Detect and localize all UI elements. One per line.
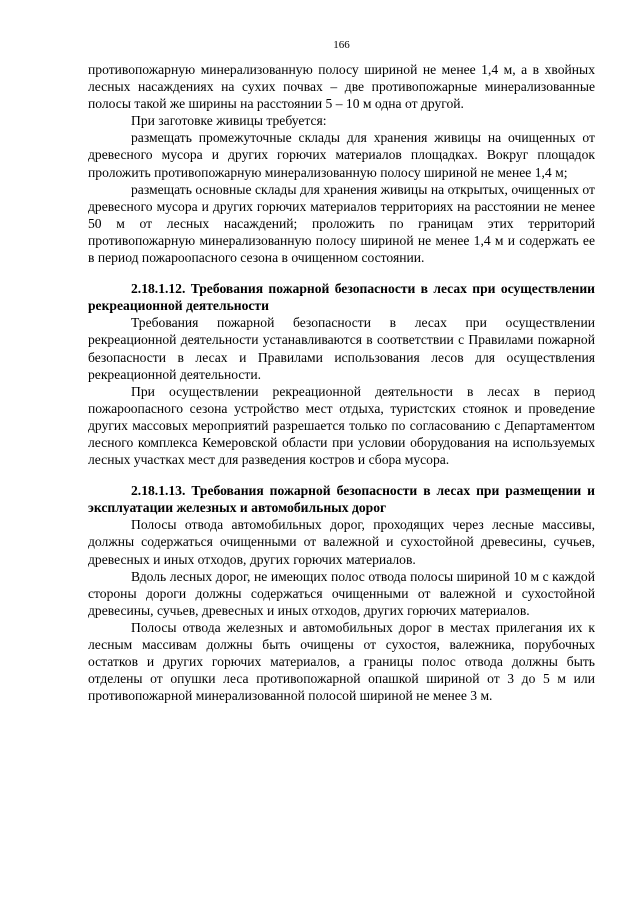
page-number: 166 bbox=[333, 39, 350, 51]
paragraph-intermediate-storage: размещать промежуточные склады для хранения живицы на очищенных от древесного мусора и других горючих материалов площадках. Вокруг площадок проложить противопожарную минерализованную полосу шириной не менее 1,4 м; bbox=[88, 130, 595, 180]
paragraph-continuation: противопожарную минерализованную полосу шириной не менее 1,4 м, а в хвойных лесных насаждениях на сухих почвах – две противопожарные минерализованные полосы такой же ширины на расстоянии 5 – 10 м одна от другой. bbox=[88, 62, 595, 112]
document-page bbox=[88, 38, 595, 704]
paragraph-main-storage: размещать основные склады для хранения живицы на открытых, очищенных от древесного мусора и других горючих материалов территориях на расстоянии не менее 50 м от лесных насаждений; проложить по границам этих территорий противопожарную минерализованную полосу шириной не менее 1,4 м и содержать ее в период пожароопасного сезона в очищенном состоянии. bbox=[88, 181, 595, 266]
section-heading-roads bbox=[88, 482, 595, 516]
paragraph-resin-intro: При заготовке живицы требуется: bbox=[131, 113, 327, 129]
paragraph-recreation-season: При осуществлении рекреационной деятельности в лесах в период пожароопасного сезона устройство мест отдыха, туристских стоянок и проведение других массовых мероприятий разрешается только по согласованию с Департаментом лесного комплекса Кемеровской области при условии оборудования на используемых лесных участках мест для разведения костров и сбора мусора. bbox=[88, 383, 595, 468]
paragraph-forest-roads: Вдоль лесных дорог, не имеющих полос отвода полосы шириной 10 м с каждой стороны дороги должны содержаться очищенными от валежной и сухостойной древесины, сучьев, древесных и иных отходов, других горючих материалов. bbox=[88, 568, 595, 618]
section-number: 2.18.1.13. bbox=[131, 483, 186, 499]
section-heading-recreation bbox=[88, 280, 595, 314]
paragraph-rail-road-strips: Полосы отвода железных и автомобильных дорог в местах прилегания их к лесным массивам должны быть очищены от сухостоя, валежника, порубочных остатков и других горючих материалов, а границы полос отвода должны быть отделены от опушки леса противопожарной опашкой шириной от 3 до 5 м или противопожарной минерализованной полосой шириной не менее 3 м. bbox=[88, 619, 595, 704]
paragraph-road-strips: Полосы отвода автомобильных дорог, проходящих через лесные массивы, должны содержаться очищенными от валежной и сухостойной древесины, сучьев, древесных и иных отходов, других горючих материалов. bbox=[88, 517, 595, 567]
paragraph-recreation-rules: Требования пожарной безопасности в лесах при осуществлении рекреационной деятельности устанавливаются в соответствии с Правилами пожарной безопасности в лесах и Правилами использования лесов для осуществления рекреационной деятельности. bbox=[88, 315, 595, 382]
section-number: 2.18.1.12. bbox=[131, 281, 186, 297]
section-title: Требования пожарной безопасности в лесах при осуществлении рекреационной деятельности bbox=[88, 281, 595, 314]
section-title: Требования пожарной безопасности в лесах при размещении и эксплуатации железных и автомобильных дорог bbox=[88, 483, 595, 516]
